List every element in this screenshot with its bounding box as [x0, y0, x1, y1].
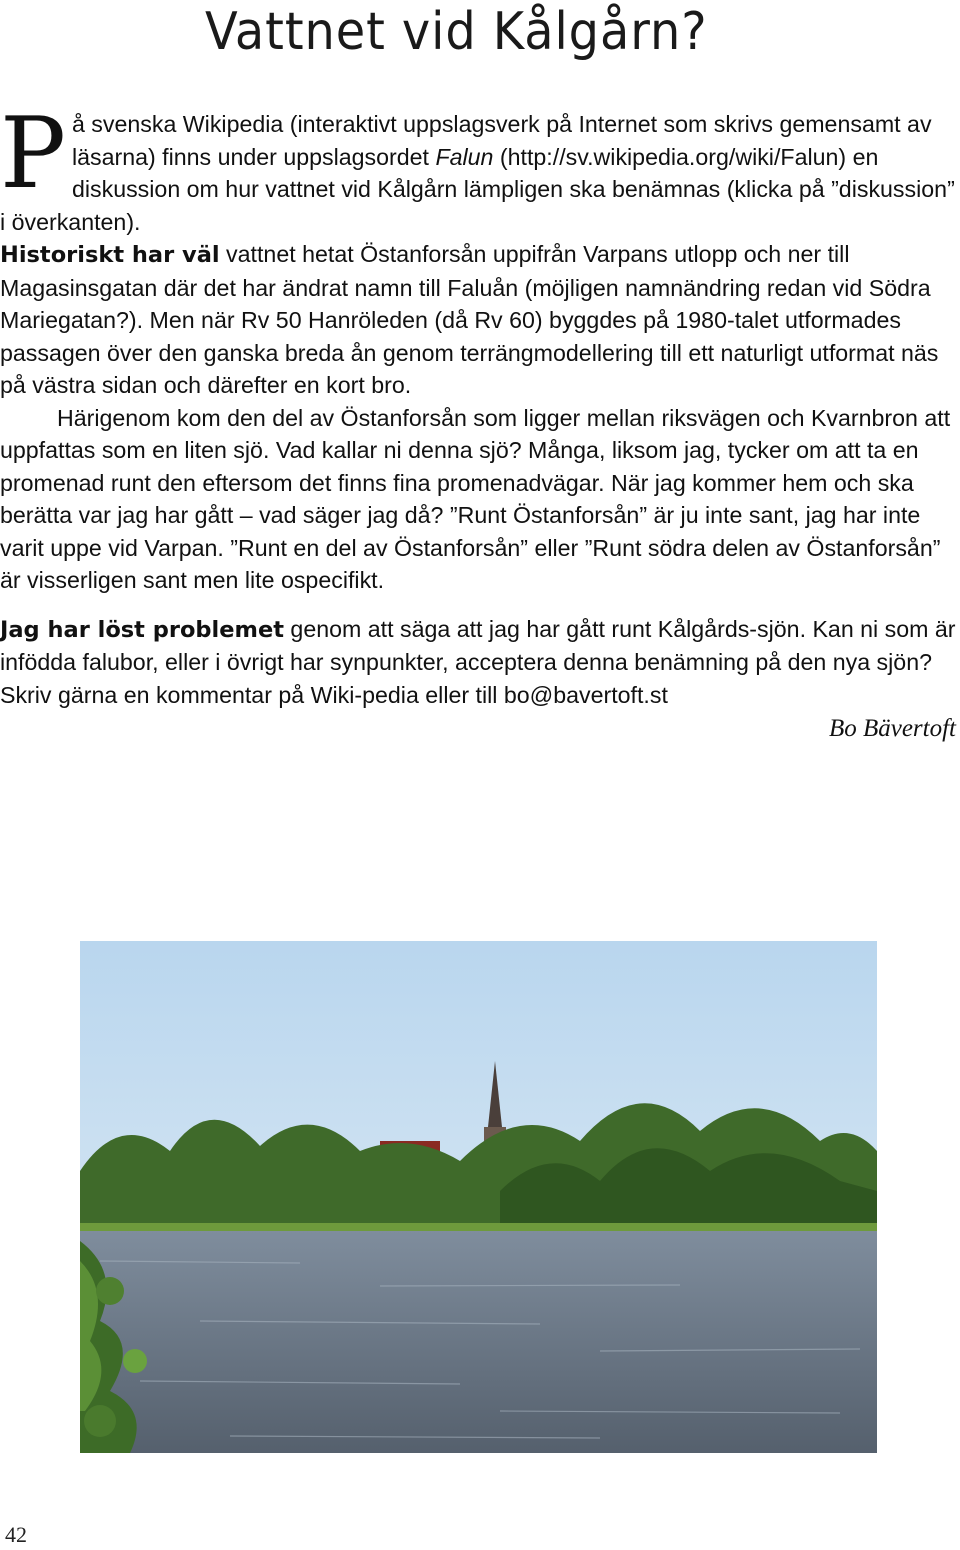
intro-paragraph — [0, 97, 958, 238]
history-text: vattnet hetat Östanforsån uppifrån Varpans utlopp och ner till Magasinsgatan där det har ändrat namn till Faluån (möjligen namnändring redan vid Södra Mariegatan?). Men när Rv 50 Hanröleden (då Rv 60) byggdes på 1980-talet utformades passagen över den ganska breda ån genom terrängmodellering till ett naturligt utformat näs på västra sidan och därefter en kort bro. — [0, 241, 939, 398]
conclusion-text: genom att säga att jag har gått runt Kålgårds-sjön. Kan ni som är infödda falubor, eller i övrigt har synpunkter, acceptera denna benämning på den nya sjön? Skriv gärna en kommentar på Wiki-pedia eller till bo@bavertoft.st — [0, 615, 956, 708]
page-number: 42 — [5, 1522, 27, 1547]
history-lead: Historiskt har väl — [0, 242, 220, 268]
article-title: Vattnet vid Kålgårn? — [205, 2, 708, 62]
lake-photo — [80, 941, 877, 1453]
conclusion-lead: Jag har löst problemet — [0, 616, 284, 643]
drop-cap: P — [0, 97, 66, 211]
paragraph-3: Härigenom kom den del av Östanforsån som ligger mellan riksvägen och Kvarnbron att uppfattas som en liten sjö. Vad kallar ni denna sjö? Många, liksom jag, tycker om att ta en promenad runt den eftersom det finns fina promenadvägar. När jag kommer hem och ska berätta var jag har gått – vad säger jag då? ”Runt Östanforsån” är ju inte sant, jag har inte varit uppe vid Varpan. ”Runt en del av Östanforsån” eller ”Runt södra delen av Östanforsån” är visserligen sant men lite ospecifikt. — [0, 404, 951, 593]
intro-text-1: å svenska Wikipedia (interaktivt uppslagsverk på Internet som skrivs gemensamt av läsarna) finns under uppslagsordet — [71, 111, 932, 170]
conclusion-paragraph — [0, 613, 958, 712]
history-paragraph — [0, 238, 958, 402]
author-signature: Bo Bävertoft — [828, 715, 956, 742]
intro-text-2: (http://sv.wikipedia.org/wiki/Falun) en diskussion om hur vattnet vid Kålgårn lämpligen ska benämnas (klicka på ”diskussion” i överkanten). — [0, 143, 955, 235]
falun-term: Falun — [435, 143, 494, 170]
article-body — [0, 97, 958, 746]
